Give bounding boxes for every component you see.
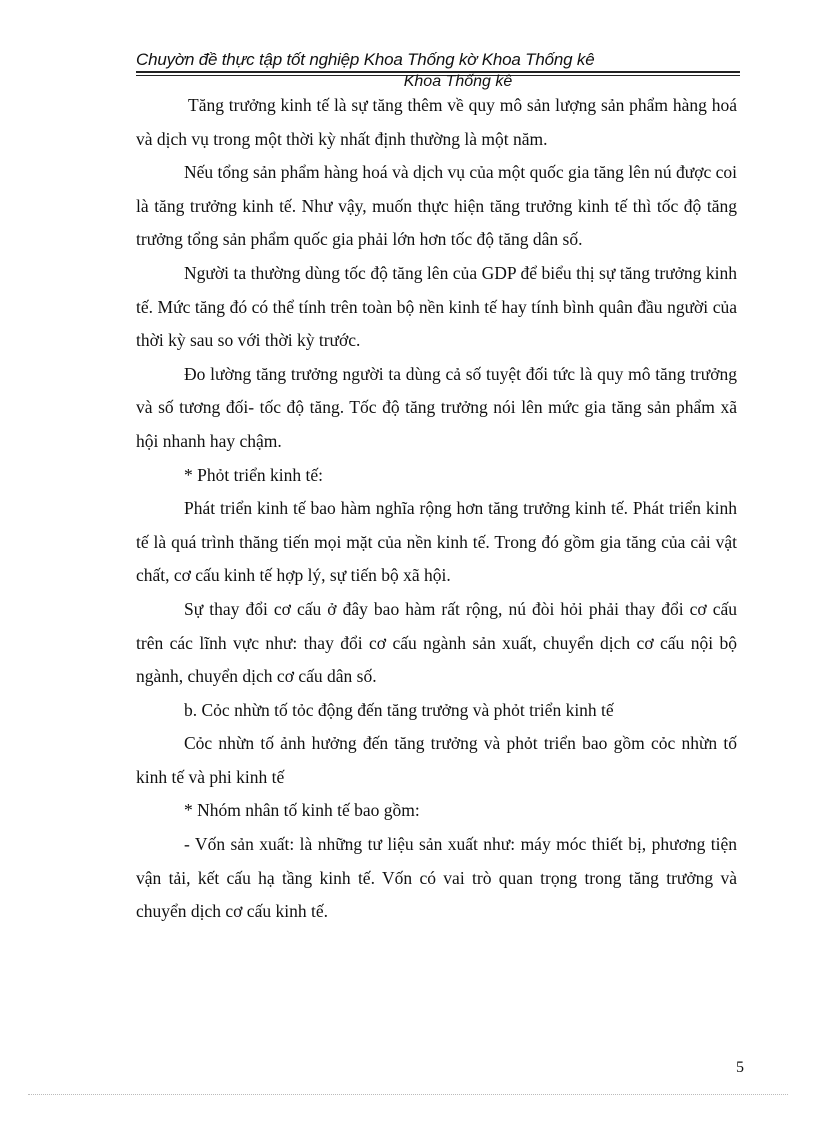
body-text (136, 89, 737, 929)
paragraph: Tăng trưởng kinh tế là sự tăng thêm về quy mô sản lượng sản phẩm hàng hoá và dịch vụ trong một thời kỳ nhất định thường là một năm. (136, 95, 737, 149)
paragraph: Nếu tổng sản phẩm hàng hoá và dịch vụ của một quốc gia tăng lên nú được coi là tăng trưởng kinh tế. Như vậy, muốn thực hiện tăng trưởng kinh tế thì tốc độ tăng trưởng tổng sản phẩm quốc gia phải lớn hơn tốc độ tăng dân số. (136, 162, 737, 250)
paragraph: Đo lường tăng trưởng người ta dùng cả số tuyệt đối tức là quy mô tăng trưởng và số tương đối- tốc độ tăng. Tốc độ tăng trưởng nói lên mức gia tăng sản phẩm xã hội nhanh hay chậm. (136, 363, 737, 451)
paragraph: Cỏc nhừn tố ảnh hưởng đến tăng trưởng và phỏt triển bao gồm cỏc nhừn tố kinh tế và phi kinh tế (136, 733, 737, 787)
header-subtitle: Khoa Thống kê (403, 73, 513, 90)
page-header (136, 50, 740, 91)
section-heading: * Nhóm nhân tố kinh tế bao gồm: (184, 800, 420, 821)
section-heading: * Phỏt triển kinh tế: (184, 464, 324, 485)
section-heading: b. Cỏc nhừn tố tỏc động đến tăng trưởng và phỏt triển kinh tế (184, 699, 614, 720)
paragraph: Phát triển kinh tế bao hàm nghĩa rộng hơn tăng trưởng kinh tế. Phát triển kinh tế là quá trình thăng tiến mọi mặt của nền kinh tế. Trong đó gồm gia tăng của cải vật chất, cơ cấu kinh tế hợp lý, sự tiến bộ xã hội. (136, 498, 737, 586)
paragraph: Người ta thường dùng tốc độ tăng lên của GDP để biểu thị sự tăng trưởng kinh tế. Mức tăng đó có thể tính trên toàn bộ nền kinh tế hay tính bình quân đầu người của thời kỳ sau so với thời kỳ trước. (136, 262, 737, 351)
paragraph: - Vốn sản xuất: là những tư liệu sản xuất như: máy móc thiết bị, phương tiện vận tải, kết cấu hạ tầng kinh tế. Vốn có vai trò quan trọng trong tăng trưởng và chuyển dịch cơ cấu kinh tế. (136, 834, 737, 922)
header-title: Chuyờn đề thực tập tốt nghiệp Khoa Thống kờ Khoa Thống kê (136, 50, 595, 69)
paragraph: Sự thay đổi cơ cấu ở đây bao hàm rất rộng, nú đòi hỏi phải thay đổi cơ cấu trên các lĩnh vực như: thay đổi cơ cấu ngành sản xuất, chuyển dịch cơ cấu nội bộ ngành, chuyển dịch cơ cấu dân số. (136, 598, 737, 687)
page-number: 5 (736, 1059, 744, 1076)
page-bottom-border (28, 1094, 788, 1095)
